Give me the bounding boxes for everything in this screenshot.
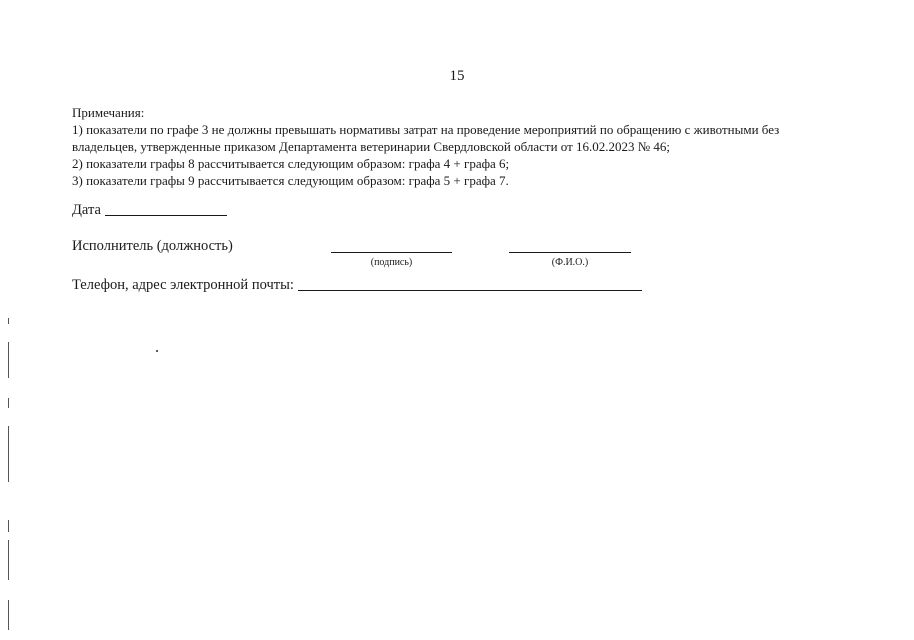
signature-blank-line[interactable]: [331, 252, 452, 253]
contact-label: Телефон, адрес электронной почты:: [72, 277, 294, 293]
scan-artifact-mark: [8, 600, 9, 630]
contact-field-row: [72, 277, 642, 294]
signature-caption: (подпись): [370, 257, 413, 268]
scan-artifact-mark: [8, 342, 9, 378]
note-item-2: 2) показатели графы 8 рассчитывается следующим образом: графа 4 + графа 6;: [72, 156, 510, 171]
notes-block: [72, 104, 862, 189]
notes-heading: Примечания:: [72, 105, 145, 120]
scan-artifact-mark: [8, 426, 9, 482]
date-blank-line[interactable]: [105, 214, 227, 216]
contact-blank-line[interactable]: [298, 289, 642, 291]
full-name-caption: (Ф.И.О.): [551, 257, 589, 268]
scan-artifact-mark: [8, 398, 9, 408]
executor-label: Исполнитель (должность): [72, 238, 233, 254]
scan-artifact-mark: [8, 520, 9, 532]
date-label: Дата: [72, 202, 101, 218]
note-item-3: 3) показатели графы 9 рассчитывается следующим образом: графа 5 + графа 7.: [72, 173, 509, 188]
scan-artifact-mark: [8, 540, 9, 580]
date-field-row: [72, 202, 227, 219]
note-item-1-line-2: владельцев, утвержденные приказом Департамента ветеринарии Свердловской области от 16.02.2023 № 46;: [72, 139, 671, 154]
scan-speck: [156, 350, 158, 352]
scan-artifact-mark: [8, 318, 9, 324]
note-item-1-line-1: 1) показатели по графе 3 не должны превышать нормативы затрат на проведение мероприятий по обращению с животными без: [72, 122, 780, 137]
full-name-blank-line[interactable]: [509, 252, 631, 253]
page-number: 15: [449, 68, 465, 84]
